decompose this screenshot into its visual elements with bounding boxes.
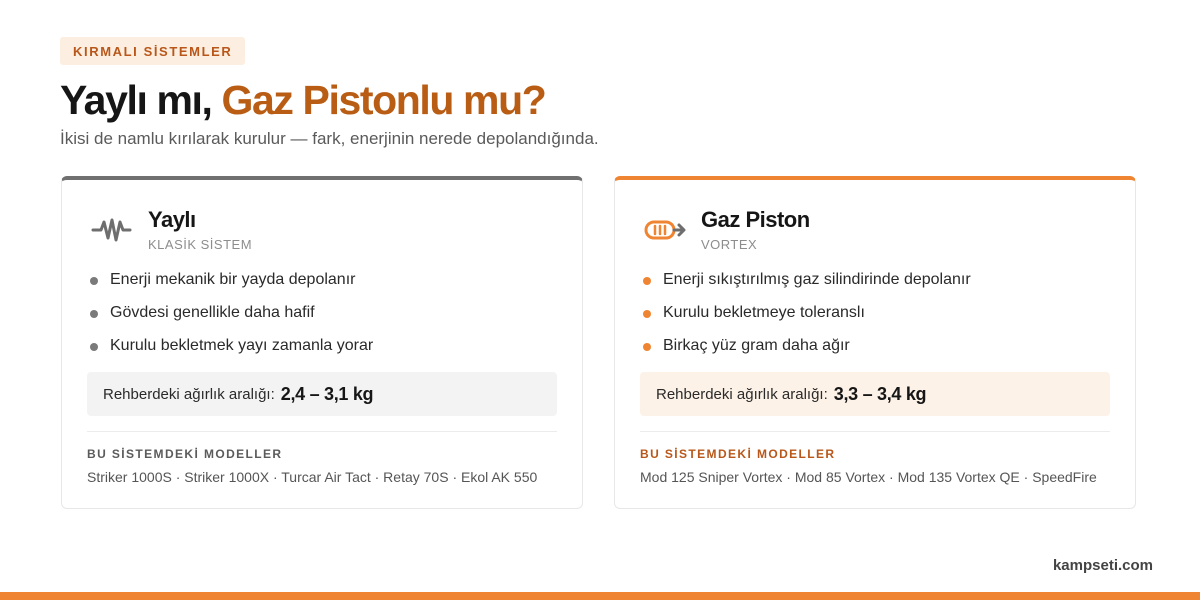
weight-range-box <box>87 372 557 416</box>
weight-range-box <box>640 372 1110 416</box>
page-subtitle: İkisi de namlu kırılarak kurulur — fark, enerjinin nerede depolandığında. <box>60 129 599 148</box>
bottom-accent-bar <box>0 592 1200 600</box>
weight-range-label: Rehberdeki ağırlık aralığı: <box>656 385 828 403</box>
page-title <box>60 76 545 124</box>
models-list: Mod 125 Sniper Vortex · Mod 85 Vortex · Mod 135 Vortex QE · SpeedFire <box>640 469 1097 485</box>
feature-item: Kurulu bekletmek yayı zamanla yorar <box>90 332 373 365</box>
site-name: kampseti.com <box>1052 557 1153 574</box>
models-heading: BU SİSTEMDEKİ MODELLER <box>640 447 836 461</box>
card-subtitle: KLASİK SİSTEM <box>148 237 253 252</box>
feature-list <box>90 266 373 365</box>
feature-item: Enerji mekanik bir yayda depolanır <box>90 266 373 299</box>
card-title: Yaylı <box>148 207 196 232</box>
models-heading: BU SİSTEMDEKİ MODELLER <box>87 447 283 461</box>
divider <box>640 431 1110 432</box>
feature-item: Enerji sıkıştırılmış gaz silindirinde depolanır <box>643 266 971 299</box>
feature-item: Gövdesi genellikle daha hafif <box>90 299 373 332</box>
weight-range-label: Rehberdeki ağırlık aralığı: <box>103 385 275 403</box>
category-badge: KIRMALI SİSTEMLER <box>60 37 245 65</box>
weight-range-value: 2,4 – 3,1 kg <box>280 383 374 404</box>
feature-item: Birkaç yüz gram daha ağır <box>643 332 971 365</box>
spring-system-card <box>61 176 583 509</box>
weight-range-value: 3,3 – 3,4 kg <box>833 383 927 404</box>
card-title: Gaz Piston <box>701 207 810 232</box>
card-subtitle: VORTEX <box>701 237 758 252</box>
divider <box>87 431 557 432</box>
title-accent: Gaz Pistonlu mu? <box>221 77 546 123</box>
feature-list <box>643 266 971 365</box>
spring-wave-icon <box>90 215 138 245</box>
title-part1: Yaylı mı, <box>60 77 212 123</box>
gas-piston-icon <box>643 215 691 245</box>
feature-item: Kurulu bekletmeye toleranslı <box>643 299 971 332</box>
gas-piston-card <box>614 176 1136 509</box>
models-list: Striker 1000S · Striker 1000X · Turcar Air Tact · Retay 70S · Ekol AK 550 <box>87 469 538 485</box>
